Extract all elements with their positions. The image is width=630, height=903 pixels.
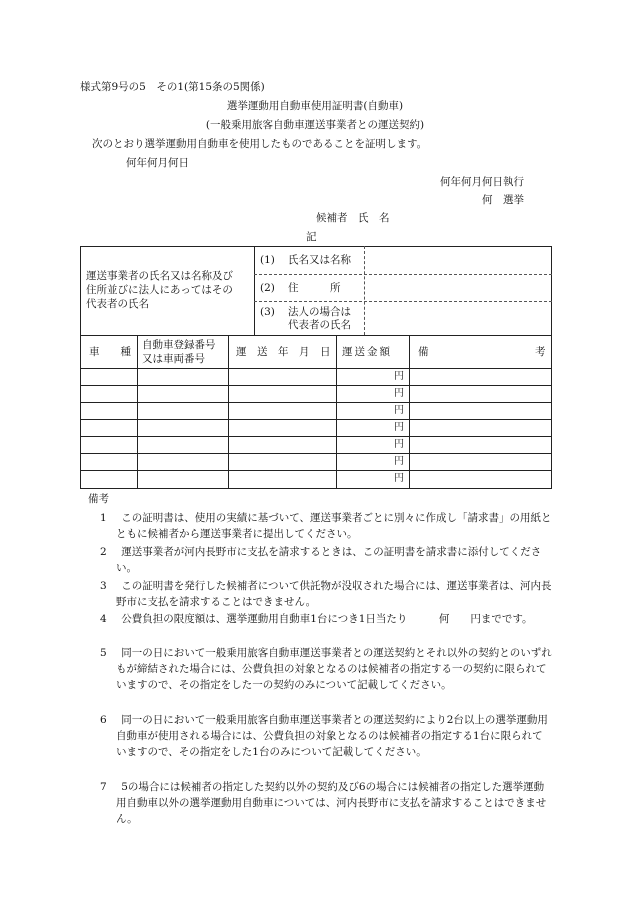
- election-name: 何 選挙: [482, 194, 524, 206]
- row-4-yen: 円: [394, 422, 404, 433]
- note-6-number: 6: [100, 714, 107, 726]
- field-1-number: (1): [260, 254, 275, 266]
- document-title: 選挙運動用自動車使用証明書(自動車): [226, 100, 404, 112]
- ki-mark: 記: [306, 231, 317, 243]
- column-remarks-right: 考: [535, 346, 546, 358]
- note-4: [100, 611, 552, 627]
- note-2: [100, 544, 552, 576]
- note-7: [100, 779, 552, 828]
- operator-label-line-1: 運送事業者の氏名又は名称及び: [86, 270, 233, 282]
- row-1-yen: 円: [394, 371, 404, 382]
- note-5: [100, 645, 552, 694]
- field-3-label-line-2: 代表者の氏名: [288, 319, 351, 331]
- field-2-label: 住 所: [288, 282, 341, 294]
- field-1-label: 氏名又は名称: [288, 254, 351, 266]
- row-3-yen: 円: [394, 405, 404, 416]
- operator-label-line-2: 住所並びに法人にあってはその: [86, 284, 233, 296]
- candidate-name-line: 候補者 氏 名: [316, 212, 390, 224]
- election-date: 何年何月何日執行: [440, 176, 524, 188]
- note-6: [100, 712, 552, 761]
- row-7-yen: 円: [394, 473, 404, 484]
- note-6-text: 同一の日において一般乗用旅客自動車運送事業者との運送契約により2台以上の選挙運動用自動車が使用される場合には、公費負担の対象となるのは候補者の指定する1台に限られていますので、その指定をした1台のみについて記載してください。: [116, 714, 548, 759]
- column-amount: 運送金額: [342, 346, 392, 358]
- intro-text: 次のとおり選挙運動用自動車を使用したものであることを証明します。: [92, 138, 428, 150]
- usage-record-table: [80, 246, 552, 489]
- field-3-number: (3): [260, 306, 275, 318]
- note-2-number: 2: [100, 546, 107, 558]
- note-1-number: 1: [100, 512, 107, 524]
- row-6-yen: 円: [394, 456, 404, 467]
- note-5-number: 5: [100, 647, 107, 659]
- note-4-number: 4: [100, 613, 107, 625]
- note-3-text: この証明書を発行した候補者について供託物が没収された場合には、運送事業者は、河内長野市に支払を請求することはできません。: [116, 580, 552, 609]
- column-vehicle-type: 車 種: [89, 346, 131, 358]
- operator-label-line-3: 代表者の氏名: [86, 298, 149, 310]
- certification-date: 何年何月何日: [126, 157, 189, 169]
- note-7-text: 5の場合には候補者の指定した契約以外の契約及び6の場合には候補者の指定した選挙運動用自動車以外の選挙運動用自動車については、河内長野市に支払を請求することはできません。: [116, 781, 547, 826]
- note-2-text: 運送事業者が河内長野市に支払を請求するときは、この証明書を請求書に添付してください。: [116, 546, 542, 575]
- note-3-number: 3: [100, 580, 107, 592]
- note-4-text: 公費負担の限度額は、選挙運動用自動車1台につき1日当たり 何 円までです。: [121, 613, 533, 625]
- field-2-number: (2): [260, 282, 275, 294]
- field-3-label-line-1: 法人の場合は: [288, 306, 351, 318]
- column-remarks-left: 備: [418, 346, 429, 358]
- document-subtitle: (一般乗用旅客自動車運送事業者との運送契約): [205, 119, 425, 131]
- note-1-text: この証明書は、使用の実績に基づいて、運送事業者ごとに別々に作成し「請求書」の用紙とともに候補者から運送事業者に提出してください。: [116, 512, 552, 541]
- column-reg-number-line-2: 又は車両番号: [142, 353, 205, 365]
- note-3: [100, 578, 552, 610]
- form-number: 様式第9号の5 その1(第15条の5関係): [80, 81, 265, 93]
- column-transport-date: 運 送 年 月 日: [236, 346, 331, 358]
- column-reg-number-line-1: 自動車登録番号: [142, 339, 216, 351]
- note-5-text: 同一の日において一般乗用旅客自動車運送事業者との運送契約とそれ以外の契約とのいずれもが締結された場合には、公費負担の対象となるのは候補者の指定する一の契約に限られていますので、その指定をした一の契約のみについて記載してください。: [116, 647, 552, 692]
- row-2-yen: 円: [394, 388, 404, 399]
- note-7-number: 7: [100, 781, 107, 793]
- note-1: [100, 510, 552, 542]
- row-5-yen: 円: [394, 439, 404, 450]
- notes-heading: 備考: [88, 493, 109, 505]
